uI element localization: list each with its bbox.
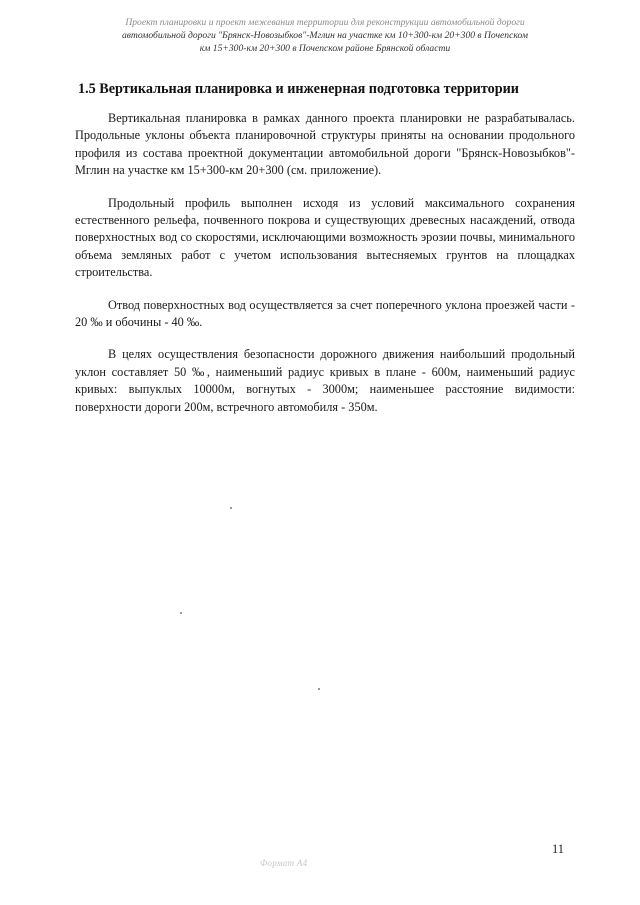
paragraph-4: В целях осуществления безопасности дорожного движения наибольший продольный уклон составляет 50 ‰, наименьший радиус кривых в плане - 600м, наименьший радиус кривых: выпуклых 10000м, вогнутых - 3000м; наименьшее расстояние видимости: поверхности дороги 200м, встречного автомобиля - 350м. (75, 347, 575, 414)
section-body (75, 110, 575, 431)
scan-speck (230, 507, 232, 509)
header-line-1: Проект планировки и проект межевания территории для реконструкции автомобильной дороги (125, 17, 525, 28)
paragraph-3: Отвод поверхностных вод осуществляется за счет поперечного уклона проезжей части - 20 ‰ и обочины - 40 ‰. (75, 297, 575, 330)
header-line-3: км 15+300-км 20+300 в Почепском районе Брянской области (199, 43, 451, 54)
header-line-2: автомобильной дороги "Брянск-Новозыбков"-Мглин на участке км 10+300-км 20+300 в Почепском (121, 30, 529, 41)
scan-speck (180, 612, 182, 614)
scan-speck (318, 688, 320, 690)
section-heading: 1.5 Вертикальная планировка и инженерная подготовка территории (78, 81, 519, 97)
paragraph-1: Вертикальная планировка в рамках данного проекта планировки не разрабатывалась. Продольные уклоны объекта планировочной структуры приняты на основании продольного профиля из состава проектной документации автомобильной дороги "Брянск-Новозыбков"-Мглин на участке км 15+300-км 20+300 (см. приложение). (75, 111, 575, 178)
running-header (70, 16, 580, 55)
paragraph-2: Продольный профиль выполнен исходя из условий максимального сохранения естественного рельефа, почвенного покрова и существующих древесных насаждений, отвода поверхностных вод со скоростями, исключающими возможность эрозии почвы, минимального объема земляных работ с учетом использования вытесняемых грунтов на площадках строительства. (75, 195, 575, 280)
page-number: 11 (552, 842, 565, 856)
footer-faint-text: Формат А4 (260, 858, 308, 868)
